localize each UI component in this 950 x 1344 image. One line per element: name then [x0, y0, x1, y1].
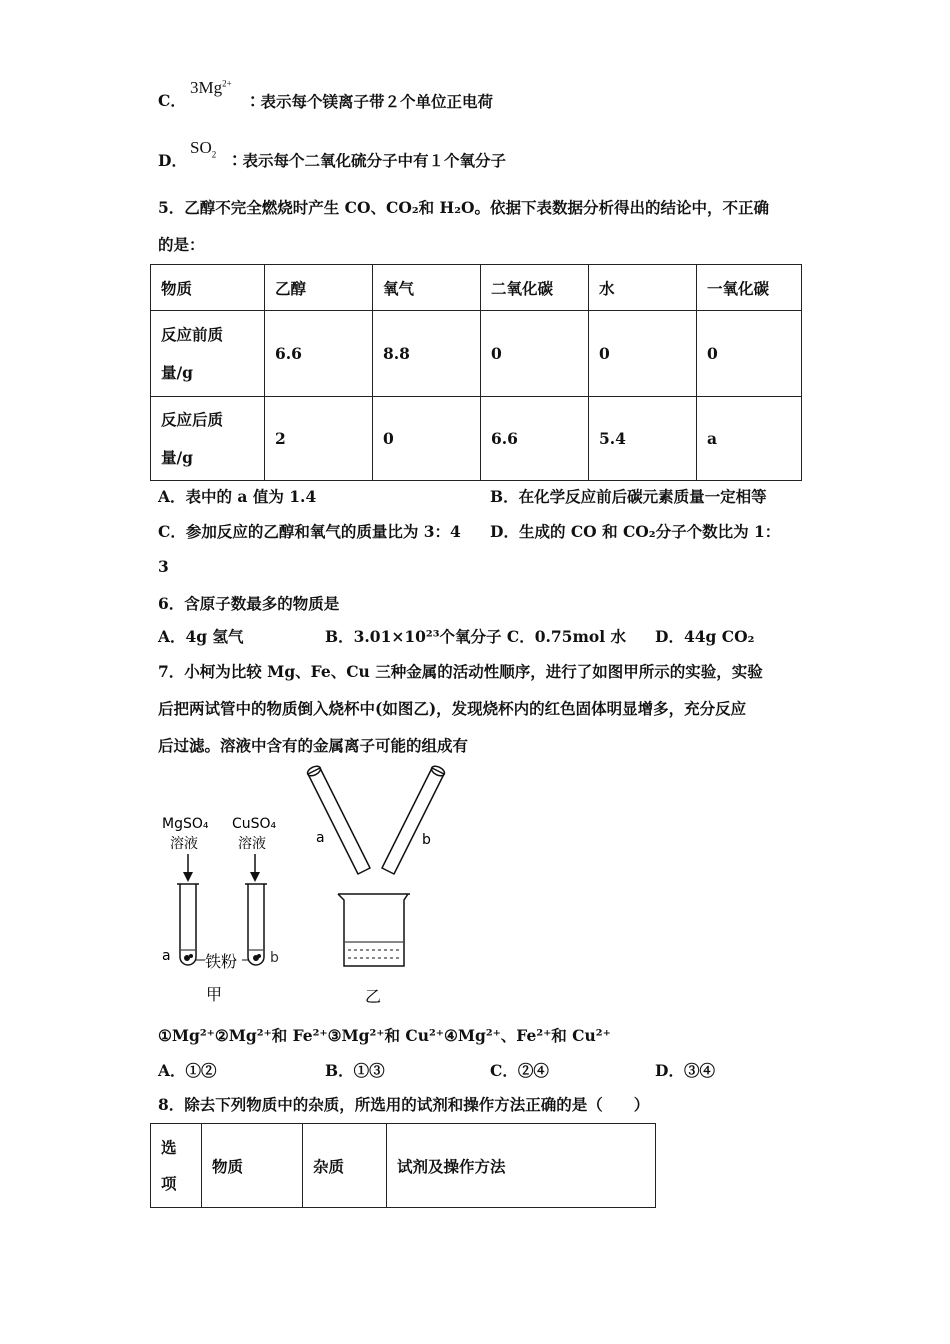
row-label-part: 量/g: [161, 362, 193, 382]
header-part: 选: [161, 1137, 177, 1157]
q4-option-d-formula: $SO_2$: [190, 138, 217, 160]
beaker: [338, 894, 410, 966]
q4-option-d-text: ∶表示每个二氧化硫分子中有１个氧分子: [227, 151, 507, 170]
table-header-cell: [151, 1124, 202, 1208]
caption-yi: 乙: [365, 987, 382, 1006]
table-header-cell: 一氧化碳: [697, 265, 802, 311]
q6-stem: 6．含原子数最多的物质是: [158, 594, 340, 613]
q8-stem: 8．除去下列物质中的杂质，所选用的试剂和操作方法正确的是（ ）: [158, 1095, 650, 1114]
q7-option-b: B．①③: [325, 1061, 385, 1080]
q7-stem-line2: 后把两试管中的物质倒入烧杯中(如图乙)，发现烧杯内的红色固体明显增多，充分反应: [158, 699, 747, 718]
table-header-cell: 试剂及操作方法: [387, 1124, 656, 1208]
row-label-part: 反应后质: [161, 409, 224, 429]
q7-option-d: D．③④: [655, 1061, 715, 1080]
iron-powder-label: 铁粉: [205, 952, 238, 971]
test-tube-a: [177, 884, 199, 965]
table-cell: 8.8: [373, 311, 481, 397]
table-header-cell: 水: [589, 265, 697, 311]
table-cell: 0: [697, 311, 802, 397]
header-part: 项: [161, 1173, 177, 1193]
row-label-part: 反应前质: [161, 324, 224, 344]
table-header-cell: 乙醇: [265, 265, 373, 311]
tilted-tube-b: [382, 764, 446, 874]
table-row: [151, 311, 802, 397]
table-row-label: [151, 397, 265, 481]
table-cell: 5.4: [589, 397, 697, 481]
test-tube-b: [245, 884, 267, 965]
table-header-row: [151, 1124, 656, 1208]
q6-option-d: D．44g CO₂: [655, 627, 755, 646]
table-header-row: [151, 265, 802, 311]
table-header-cell: 二氧化碳: [481, 265, 589, 311]
q5-option-c: C．参加反应的乙醇和氧气的质量比为 3：4: [158, 522, 461, 541]
q8-table: [150, 1123, 656, 1208]
tilted-tube-a-label: a: [316, 830, 325, 846]
mgso4-label: MgSO₄: [162, 816, 209, 832]
q7-ion-options: ①Mg²⁺②Mg²⁺和 Fe²⁺③Mg²⁺和 Cu²⁺④Mg²⁺、Fe²⁺和 Cu²⁺: [158, 1026, 611, 1045]
q4-option-c: [158, 89, 186, 111]
caption-jia: 甲: [206, 985, 223, 1004]
table-header-cell: 杂质: [303, 1124, 387, 1208]
tilted-tube-a: [306, 764, 370, 874]
table-cell: 0: [481, 311, 589, 397]
solution-label: 溶液: [238, 836, 266, 852]
q4-option-c-formula: $3Mg^{2+}$: [190, 78, 232, 97]
q5-option-d: D．生成的 CO 和 CO₂分子个数比为 1：: [490, 522, 781, 541]
q5-stem-line2: 的是：: [158, 235, 205, 254]
tilted-tube-b-label: b: [422, 832, 431, 848]
q5-option-d-continued: 3: [158, 557, 169, 576]
arrow-icon: [183, 854, 193, 882]
table-row: [151, 397, 802, 481]
table-row-label: [151, 311, 265, 397]
experiment-figure: [150, 762, 450, 1012]
q4-option-d: [158, 149, 187, 171]
table-header-cell: 物质: [202, 1124, 303, 1208]
q4-option-c-label: C．: [158, 91, 186, 110]
table-cell: 6.6: [481, 397, 589, 481]
q5-stem-line1: 5．乙醇不完全燃烧时产生 CO、CO₂和 H₂O。依据下表数据分析得出的结论中，不正确: [158, 198, 769, 217]
q7-stem-line1: 7．小柯为比较 Mg、Fe、Cu 三种金属的活动性顺序，进行了如图甲所示的实验，实验: [158, 662, 763, 681]
q7-option-c: C．②④: [490, 1061, 549, 1080]
cuso4-label: CuSO₄: [232, 816, 277, 832]
tube-a-label: a: [162, 948, 171, 964]
table-header-cell: 物质: [151, 265, 265, 311]
q6-option-a: A．4g 氢气: [158, 627, 244, 646]
q5-data-table: [150, 264, 802, 481]
table-cell: 6.6: [265, 311, 373, 397]
arrow-icon: [250, 854, 260, 882]
q5-option-b: B．在化学反应前后碳元素质量一定相等: [490, 487, 767, 506]
table-cell: 0: [373, 397, 481, 481]
tube-b-label: b: [270, 950, 279, 966]
solution-label: 溶液: [170, 836, 198, 852]
row-label-part: 量/g: [161, 447, 193, 467]
q7-stem-line3: 后过滤。溶液中含有的金属离子可能的组成有: [158, 736, 469, 755]
table-cell: 0: [589, 311, 697, 397]
q4-option-d-label: D．: [158, 151, 187, 170]
table-cell: 2: [265, 397, 373, 481]
q5-option-a: A．表中的 a 值为 1.4: [158, 487, 317, 506]
q4-option-c-text: ∶表示每个镁离子带２个单位正电荷: [245, 92, 494, 111]
table-header-cell: 氧气: [373, 265, 481, 311]
q7-option-a: A．①②: [158, 1061, 217, 1080]
q6-option-b-c: B．3.01×10²³个氧分子 C．0.75mol 水: [325, 627, 626, 646]
table-cell: a: [697, 397, 802, 481]
